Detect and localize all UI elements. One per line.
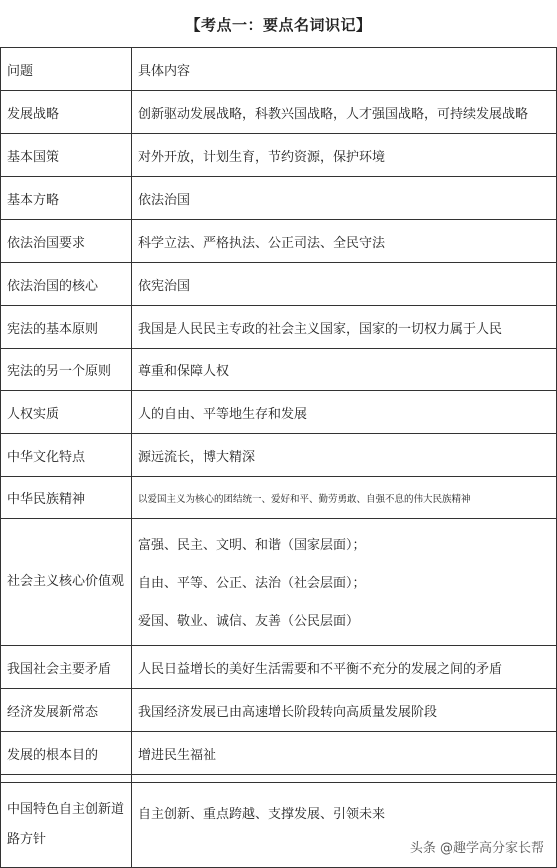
- table-row: [1, 732, 557, 775]
- knowledge-table: [0, 47, 557, 868]
- table-row: [1, 134, 557, 177]
- table-header-row: [1, 48, 557, 91]
- table-row: [1, 391, 557, 434]
- row-label: 社会主义核心价值观: [1, 519, 132, 646]
- table-row: [1, 263, 557, 306]
- table-row: [1, 349, 557, 391]
- table-row: [1, 477, 557, 519]
- row-content: 以爱国主义为核心的团结统一、爱好和平、勤劳勇敢、自强不息的伟大民族精神: [132, 477, 557, 519]
- row-label: 中华文化特点: [1, 434, 132, 477]
- row-label: 依法治国要求: [1, 220, 132, 263]
- header-cell-question: 问题: [1, 48, 132, 91]
- row-label: 中国特色自主创新道路方针: [1, 783, 132, 868]
- row-content: 对外开放，计划生育，节约资源，保护环境: [132, 134, 557, 177]
- row-content: 科学立法、严格执法、公正司法、全民守法: [132, 220, 557, 263]
- table-row: [1, 434, 557, 477]
- table-row: [1, 91, 557, 134]
- row-content: 我国经济发展已由高速增长阶段转向高质量发展阶段: [132, 689, 557, 732]
- row-content: 人的自由、平等地生存和发展: [132, 391, 557, 434]
- row-content: 人民日益增长的美好生活需要和不平衡不充分的发展之间的矛盾: [132, 646, 557, 689]
- table-row: [1, 306, 557, 349]
- row-label: 基本国策: [1, 134, 132, 177]
- row-label: 发展的根本目的: [1, 732, 132, 775]
- table-row: [1, 646, 557, 689]
- row-label: 宪法的基本原则: [1, 306, 132, 349]
- row-content: 源远流长，博大精深: [132, 434, 557, 477]
- table-row-core-values: [1, 519, 557, 646]
- row-content: 依宪治国: [132, 263, 557, 306]
- header-cell-content: 具体内容: [132, 48, 557, 91]
- row-content: 我国是人民民主专政的社会主义国家，国家的一切权力属于人民: [132, 306, 557, 349]
- table-row: [1, 689, 557, 732]
- row-label: 宪法的另一个原则: [1, 349, 132, 391]
- row-label: 我国社会主要矛盾: [1, 646, 132, 689]
- row-content: 自主创新、重点跨越、支撑发展、引领未来: [132, 783, 557, 868]
- table-row: [1, 177, 557, 220]
- row-label: 人权实质: [1, 391, 132, 434]
- core-values-content: [132, 519, 557, 646]
- row-content: 尊重和保障人权: [132, 349, 557, 391]
- row-label: 基本方略: [1, 177, 132, 220]
- core-values-line-national: 富强、民主、文明、和谐（国家层面）；: [138, 537, 366, 553]
- row-content: 增进民生福祉: [132, 732, 557, 775]
- watermark: 头条 @趣学高分家长帮: [407, 836, 547, 857]
- row-label: 经济发展新常态: [1, 689, 132, 732]
- row-label: 中华民族精神: [1, 477, 132, 519]
- row-label: 依法治国的核心: [1, 263, 132, 306]
- row-label: 发展战略: [1, 91, 132, 134]
- table-row: [1, 220, 557, 263]
- page-title: 【考点一：要点名词识记】: [185, 16, 372, 34]
- row-content: 创新驱动发展战略，科教兴国战略，人才强国战略，可持续发展战略: [132, 91, 557, 134]
- core-values-line-citizen: 爱国、敬业、诚信、友善（公民层面）: [138, 613, 360, 629]
- row-content: 依法治国: [132, 177, 557, 220]
- core-values-line-social: 自由、平等、公正、法治（社会层面）；: [138, 575, 366, 591]
- table-gap: [1, 775, 557, 783]
